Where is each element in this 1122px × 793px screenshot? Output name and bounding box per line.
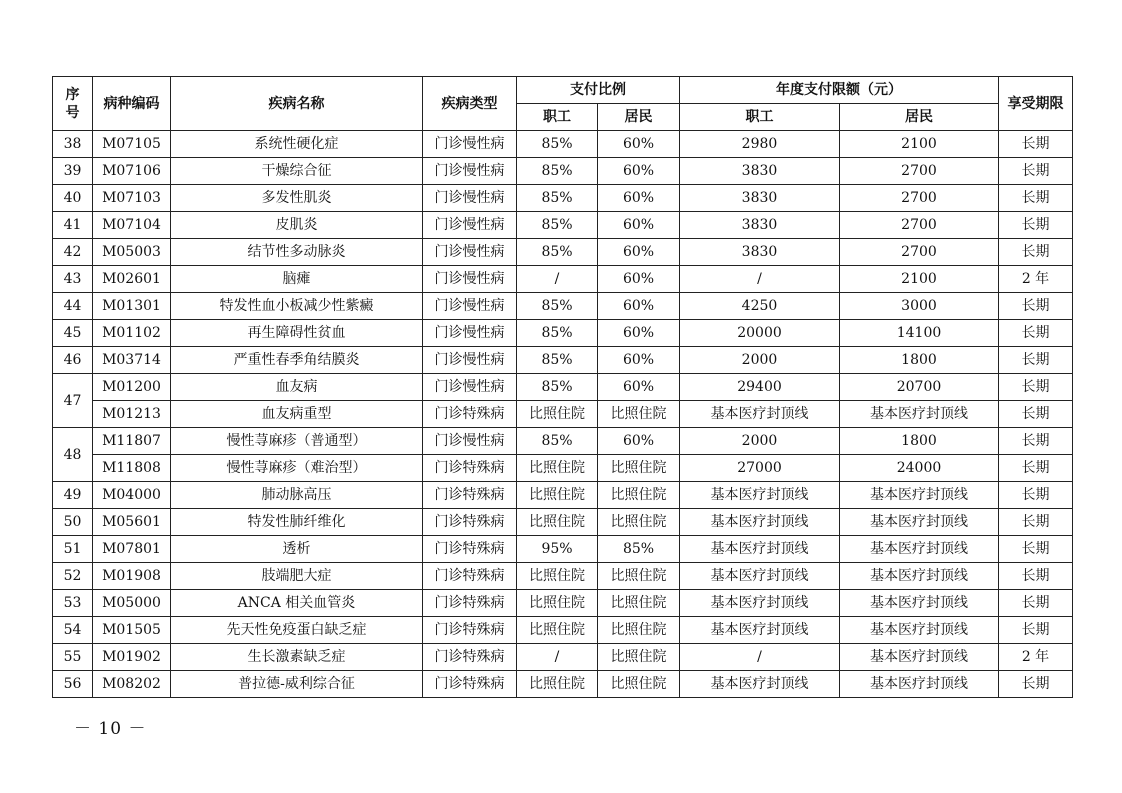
cell-ratio-resident: 60% — [598, 212, 680, 239]
cell-limit-resident: 24000 — [840, 455, 999, 482]
cell-ratio-employee: 比照住院 — [517, 590, 598, 617]
table-row — [53, 428, 1073, 455]
row-seq: 46 — [53, 347, 93, 374]
table-row — [53, 320, 1073, 347]
cell-disease-name: 血友病 — [171, 374, 423, 401]
cell-limit-resident: 2100 — [840, 266, 999, 293]
cell-disease-code: M07103 — [93, 185, 171, 212]
cell-disease-code: M05601 — [93, 509, 171, 536]
cell-limit-resident: 1800 — [840, 347, 999, 374]
table-row — [53, 401, 1073, 428]
cell-disease-name: 严重性春季角结膜炎 — [171, 347, 423, 374]
cell-disease-name: 肺动脉高压 — [171, 482, 423, 509]
table-row — [53, 509, 1073, 536]
cell-disease-code: M11808 — [93, 455, 171, 482]
cell-limit-employee: 3830 — [680, 239, 840, 266]
cell-ratio-employee: 比照住院 — [517, 563, 598, 590]
cell-disease-name: 脑瘫 — [171, 266, 423, 293]
header-ratio-employee: 职工 — [517, 104, 598, 131]
header-limit-employee: 职工 — [680, 104, 840, 131]
cell-period: 2 年 — [999, 266, 1073, 293]
table-row — [53, 617, 1073, 644]
cell-limit-resident: 基本医疗封顶线 — [840, 509, 999, 536]
table-row — [53, 374, 1073, 401]
cell-ratio-employee: 85% — [517, 212, 598, 239]
table-body — [53, 131, 1073, 698]
cell-limit-resident: 基本医疗封顶线 — [840, 644, 999, 671]
cell-disease-name: 慢性荨麻疹（普通型） — [171, 428, 423, 455]
table-row — [53, 455, 1073, 482]
cell-disease-name: 普拉德-威利综合征 — [171, 671, 423, 698]
cell-disease-type: 门诊慢性病 — [423, 293, 517, 320]
cell-ratio-resident: 60% — [598, 428, 680, 455]
cell-disease-name: 皮肌炎 — [171, 212, 423, 239]
cell-limit-employee: 基本医疗封顶线 — [680, 509, 840, 536]
cell-ratio-employee: 比照住院 — [517, 482, 598, 509]
cell-limit-resident: 基本医疗封顶线 — [840, 401, 999, 428]
cell-disease-type: 门诊慢性病 — [423, 320, 517, 347]
cell-ratio-employee: 85% — [517, 428, 598, 455]
row-seq: 48 — [53, 428, 93, 482]
cell-disease-type: 门诊慢性病 — [423, 428, 517, 455]
header-ratio-resident: 居民 — [598, 104, 680, 131]
table-row — [53, 536, 1073, 563]
table-row — [53, 158, 1073, 185]
cell-disease-name: 结节性多动脉炎 — [171, 239, 423, 266]
cell-period: 长期 — [999, 482, 1073, 509]
cell-limit-employee: 2000 — [680, 428, 840, 455]
cell-limit-resident: 2700 — [840, 212, 999, 239]
row-seq: 55 — [53, 644, 93, 671]
cell-limit-employee: 20000 — [680, 320, 840, 347]
row-seq: 52 — [53, 563, 93, 590]
header-period: 享受期限 — [999, 77, 1073, 131]
cell-disease-code: M08202 — [93, 671, 171, 698]
table-row — [53, 644, 1073, 671]
table-row — [53, 482, 1073, 509]
cell-disease-name: 再生障碍性贫血 — [171, 320, 423, 347]
row-seq: 47 — [53, 374, 93, 428]
cell-disease-code: M04000 — [93, 482, 171, 509]
cell-ratio-resident: 比照住院 — [598, 671, 680, 698]
header-limit-resident: 居民 — [840, 104, 999, 131]
row-seq: 54 — [53, 617, 93, 644]
cell-disease-name: 透析 — [171, 536, 423, 563]
cell-ratio-resident: 比照住院 — [598, 482, 680, 509]
cell-limit-employee: / — [680, 266, 840, 293]
cell-limit-employee: 3830 — [680, 158, 840, 185]
cell-period: 长期 — [999, 617, 1073, 644]
cell-disease-name: ANCA 相关血管炎 — [171, 590, 423, 617]
cell-limit-resident: 基本医疗封顶线 — [840, 563, 999, 590]
cell-ratio-resident: 60% — [598, 266, 680, 293]
cell-disease-code: M01908 — [93, 563, 171, 590]
cell-disease-name: 先天性免疫蛋白缺乏症 — [171, 617, 423, 644]
cell-disease-type: 门诊特殊病 — [423, 509, 517, 536]
cell-disease-type: 门诊慢性病 — [423, 158, 517, 185]
cell-disease-type: 门诊慢性病 — [423, 374, 517, 401]
cell-disease-name: 血友病重型 — [171, 401, 423, 428]
cell-disease-name: 干燥综合征 — [171, 158, 423, 185]
cell-limit-employee: 基本医疗封顶线 — [680, 482, 840, 509]
row-seq: 45 — [53, 320, 93, 347]
cell-disease-type: 门诊特殊病 — [423, 455, 517, 482]
cell-ratio-resident: 60% — [598, 239, 680, 266]
cell-ratio-employee: 比照住院 — [517, 617, 598, 644]
cell-ratio-resident: 比照住院 — [598, 401, 680, 428]
cell-limit-employee: / — [680, 644, 840, 671]
table-row — [53, 563, 1073, 590]
cell-period: 长期 — [999, 563, 1073, 590]
cell-ratio-employee: 85% — [517, 158, 598, 185]
cell-disease-code: M07105 — [93, 131, 171, 158]
cell-limit-resident: 2700 — [840, 185, 999, 212]
header-type: 疾病类型 — [423, 77, 517, 131]
cell-ratio-employee: / — [517, 266, 598, 293]
cell-ratio-employee: / — [517, 644, 598, 671]
page-number: － 10 － — [74, 719, 147, 739]
header-ratio: 支付比例 — [517, 77, 680, 104]
cell-disease-type: 门诊特殊病 — [423, 563, 517, 590]
cell-ratio-employee: 85% — [517, 320, 598, 347]
cell-limit-resident: 基本医疗封顶线 — [840, 482, 999, 509]
cell-period: 长期 — [999, 401, 1073, 428]
cell-ratio-employee: 比照住院 — [517, 509, 598, 536]
cell-limit-resident: 基本医疗封顶线 — [840, 536, 999, 563]
cell-disease-type: 门诊慢性病 — [423, 131, 517, 158]
cell-limit-resident: 2100 — [840, 131, 999, 158]
cell-limit-employee: 27000 — [680, 455, 840, 482]
cell-period: 长期 — [999, 536, 1073, 563]
row-seq: 42 — [53, 239, 93, 266]
cell-disease-code: M11807 — [93, 428, 171, 455]
cell-ratio-resident: 比照住院 — [598, 590, 680, 617]
cell-ratio-resident: 比照住院 — [598, 455, 680, 482]
cell-disease-code: M03714 — [93, 347, 171, 374]
cell-limit-resident: 14100 — [840, 320, 999, 347]
cell-disease-type: 门诊特殊病 — [423, 482, 517, 509]
cell-disease-name: 系统性硬化症 — [171, 131, 423, 158]
cell-limit-employee: 29400 — [680, 374, 840, 401]
cell-disease-code: M01505 — [93, 617, 171, 644]
table-header — [53, 77, 1073, 131]
cell-ratio-employee: 85% — [517, 293, 598, 320]
cell-ratio-employee: 85% — [517, 374, 598, 401]
cell-period: 长期 — [999, 671, 1073, 698]
cell-disease-code: M01200 — [93, 374, 171, 401]
header-code: 病种编码 — [93, 77, 171, 131]
cell-disease-code: M01213 — [93, 401, 171, 428]
cell-disease-name: 多发性肌炎 — [171, 185, 423, 212]
cell-disease-code: M02601 — [93, 266, 171, 293]
cell-disease-type: 门诊特殊病 — [423, 644, 517, 671]
table-row — [53, 590, 1073, 617]
cell-ratio-employee: 比照住院 — [517, 455, 598, 482]
cell-ratio-resident: 60% — [598, 158, 680, 185]
cell-limit-resident: 20700 — [840, 374, 999, 401]
cell-limit-employee: 2980 — [680, 131, 840, 158]
cell-limit-resident: 基本医疗封顶线 — [840, 590, 999, 617]
cell-ratio-resident: 60% — [598, 185, 680, 212]
cell-limit-resident: 基本医疗封顶线 — [840, 617, 999, 644]
cell-disease-code: M07106 — [93, 158, 171, 185]
cell-ratio-resident: 60% — [598, 131, 680, 158]
cell-period: 长期 — [999, 131, 1073, 158]
cell-disease-type: 门诊特殊病 — [423, 401, 517, 428]
cell-disease-code: M05000 — [93, 590, 171, 617]
table-row — [53, 293, 1073, 320]
cell-period: 长期 — [999, 347, 1073, 374]
cell-ratio-resident: 比照住院 — [598, 563, 680, 590]
cell-period: 长期 — [999, 509, 1073, 536]
cell-disease-name: 特发性血小板减少性紫癜 — [171, 293, 423, 320]
row-seq: 41 — [53, 212, 93, 239]
cell-disease-name: 生长激素缺乏症 — [171, 644, 423, 671]
cell-ratio-employee: 比照住院 — [517, 671, 598, 698]
cell-limit-resident: 2700 — [840, 239, 999, 266]
cell-disease-type: 门诊慢性病 — [423, 266, 517, 293]
cell-period: 2 年 — [999, 644, 1073, 671]
cell-disease-code: M07104 — [93, 212, 171, 239]
cell-ratio-resident: 比照住院 — [598, 509, 680, 536]
cell-disease-type: 门诊特殊病 — [423, 536, 517, 563]
cell-limit-employee: 4250 — [680, 293, 840, 320]
header-limit: 年度支付限额（元） — [680, 77, 999, 104]
row-seq: 40 — [53, 185, 93, 212]
cell-ratio-resident: 85% — [598, 536, 680, 563]
cell-disease-code: M07801 — [93, 536, 171, 563]
row-seq: 38 — [53, 131, 93, 158]
cell-disease-type: 门诊特殊病 — [423, 617, 517, 644]
cell-disease-code: M01301 — [93, 293, 171, 320]
cell-disease-type: 门诊慢性病 — [423, 347, 517, 374]
cell-disease-name: 特发性肺纤维化 — [171, 509, 423, 536]
cell-period: 长期 — [999, 428, 1073, 455]
row-seq: 44 — [53, 293, 93, 320]
cell-limit-resident: 基本医疗封顶线 — [840, 671, 999, 698]
cell-disease-type: 门诊慢性病 — [423, 212, 517, 239]
cell-limit-employee: 基本医疗封顶线 — [680, 617, 840, 644]
table-row — [53, 212, 1073, 239]
row-seq: 53 — [53, 590, 93, 617]
row-seq: 56 — [53, 671, 93, 698]
row-seq: 51 — [53, 536, 93, 563]
disease-payment-table — [52, 76, 1073, 698]
cell-ratio-resident: 比照住院 — [598, 617, 680, 644]
cell-ratio-employee: 85% — [517, 131, 598, 158]
cell-disease-type: 门诊特殊病 — [423, 671, 517, 698]
cell-disease-type: 门诊慢性病 — [423, 185, 517, 212]
cell-disease-code: M01902 — [93, 644, 171, 671]
cell-period: 长期 — [999, 212, 1073, 239]
table-row — [53, 131, 1073, 158]
table-row — [53, 185, 1073, 212]
cell-limit-employee: 基本医疗封顶线 — [680, 590, 840, 617]
row-seq: 49 — [53, 482, 93, 509]
cell-ratio-resident: 60% — [598, 374, 680, 401]
cell-limit-employee: 基本医疗封顶线 — [680, 671, 840, 698]
cell-ratio-resident: 比照住院 — [598, 644, 680, 671]
cell-ratio-employee: 85% — [517, 185, 598, 212]
cell-period: 长期 — [999, 185, 1073, 212]
cell-disease-code: M01102 — [93, 320, 171, 347]
table-row — [53, 266, 1073, 293]
cell-limit-employee: 基本医疗封顶线 — [680, 401, 840, 428]
cell-limit-employee: 基本医疗封顶线 — [680, 563, 840, 590]
header-seq: 序 号 — [53, 77, 93, 131]
cell-ratio-employee: 85% — [517, 347, 598, 374]
cell-disease-type: 门诊特殊病 — [423, 590, 517, 617]
cell-limit-resident: 1800 — [840, 428, 999, 455]
cell-period: 长期 — [999, 455, 1073, 482]
table-row — [53, 671, 1073, 698]
cell-ratio-resident: 60% — [598, 293, 680, 320]
cell-period: 长期 — [999, 374, 1073, 401]
cell-limit-resident: 3000 — [840, 293, 999, 320]
cell-disease-type: 门诊慢性病 — [423, 239, 517, 266]
cell-disease-name: 慢性荨麻疹（难治型） — [171, 455, 423, 482]
cell-limit-employee: 基本医疗封顶线 — [680, 536, 840, 563]
cell-ratio-employee: 95% — [517, 536, 598, 563]
header-name: 疾病名称 — [171, 77, 423, 131]
cell-ratio-employee: 85% — [517, 239, 598, 266]
row-seq: 43 — [53, 266, 93, 293]
cell-disease-name: 肢端肥大症 — [171, 563, 423, 590]
cell-period: 长期 — [999, 293, 1073, 320]
cell-limit-resident: 2700 — [840, 158, 999, 185]
cell-ratio-resident: 60% — [598, 347, 680, 374]
table-row — [53, 239, 1073, 266]
row-seq: 39 — [53, 158, 93, 185]
cell-limit-employee: 3830 — [680, 212, 840, 239]
table-row — [53, 347, 1073, 374]
cell-period: 长期 — [999, 158, 1073, 185]
cell-limit-employee: 2000 — [680, 347, 840, 374]
cell-period: 长期 — [999, 590, 1073, 617]
cell-disease-code: M05003 — [93, 239, 171, 266]
cell-period: 长期 — [999, 320, 1073, 347]
row-seq: 50 — [53, 509, 93, 536]
cell-ratio-resident: 60% — [598, 320, 680, 347]
cell-period: 长期 — [999, 239, 1073, 266]
cell-ratio-employee: 比照住院 — [517, 401, 598, 428]
cell-limit-employee: 3830 — [680, 185, 840, 212]
